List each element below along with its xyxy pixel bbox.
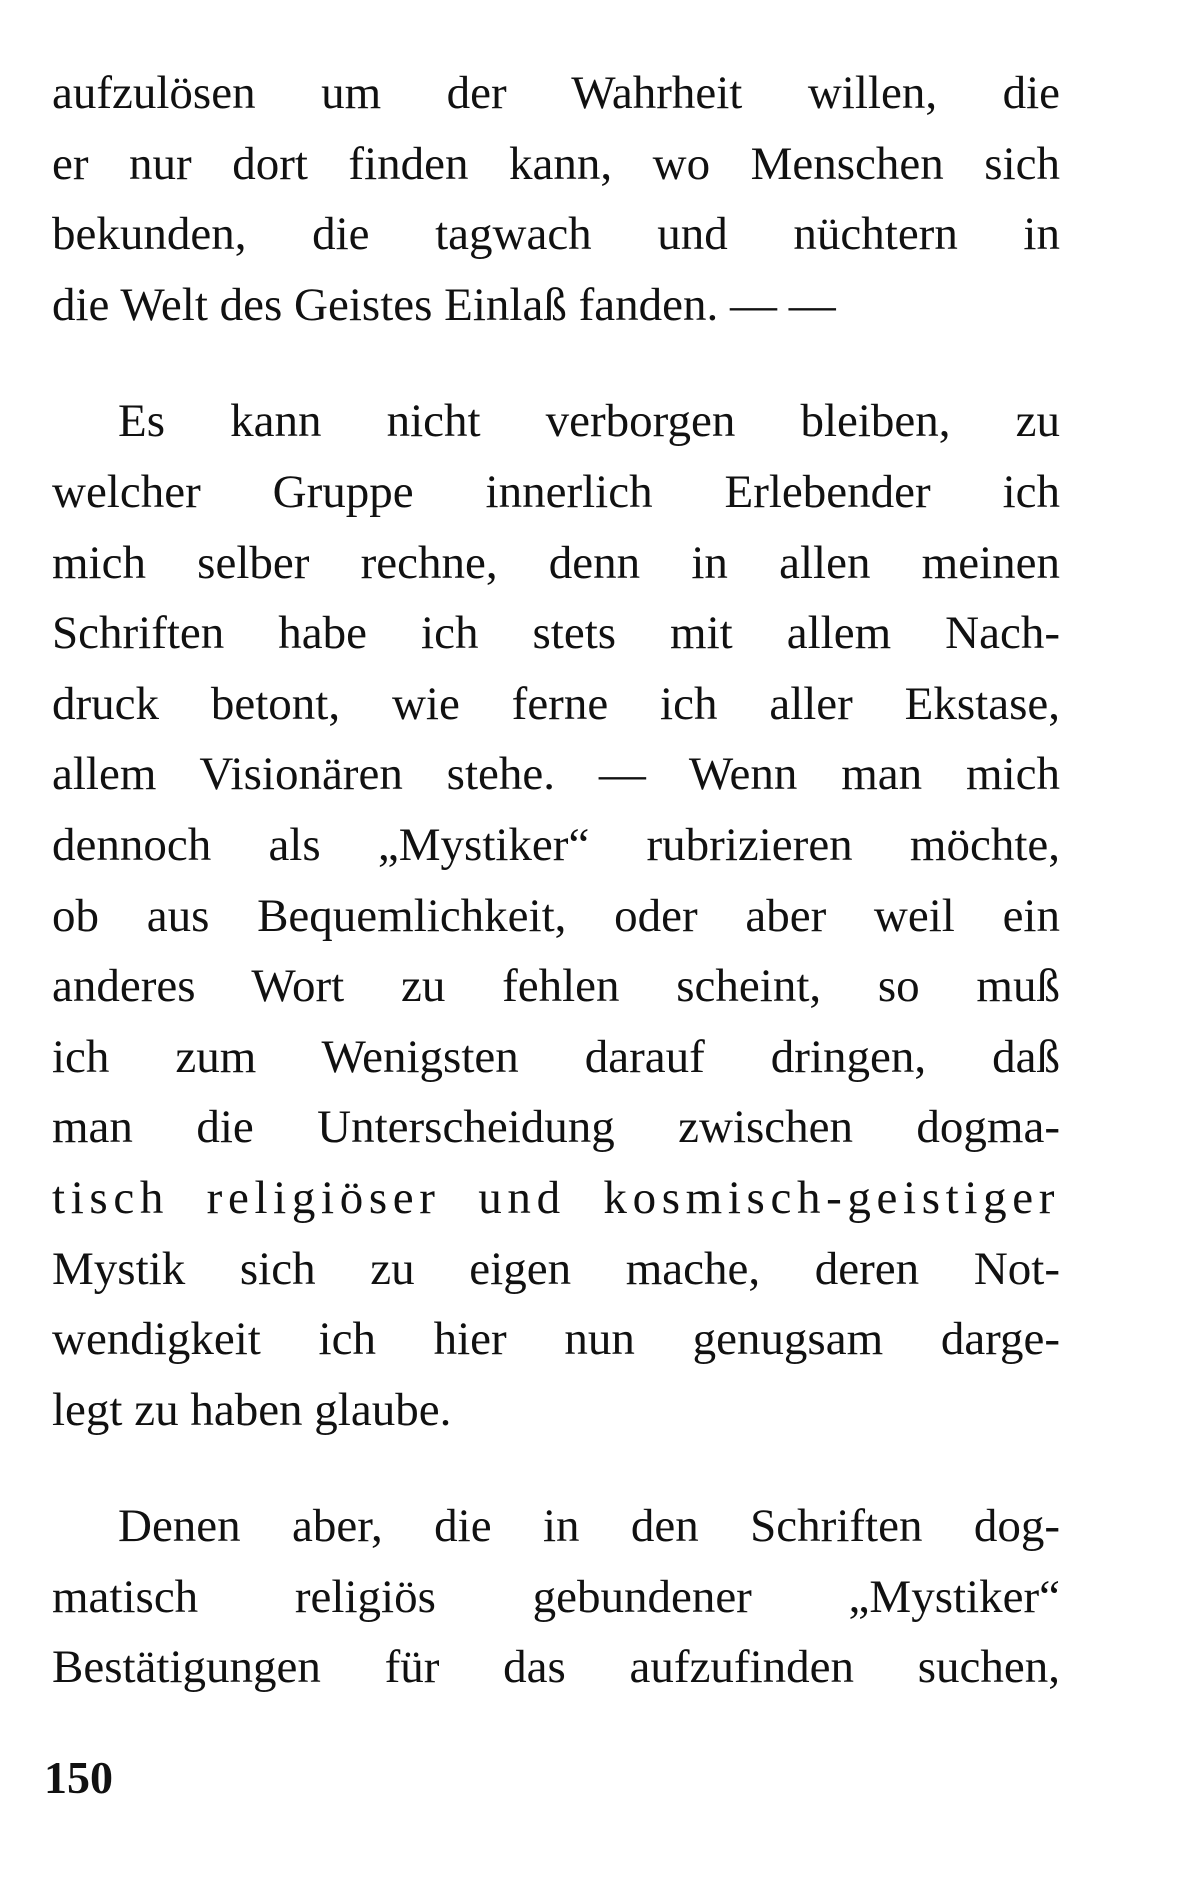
text-line: dennoch als „Mystiker“ rubrizieren möchte, [52, 818, 1060, 871]
text-line: matisch religiös gebundener „Mystiker“ [52, 1570, 1060, 1623]
paragraph-gap [52, 1445, 1060, 1491]
paragraph-gap [52, 340, 1060, 386]
text-line: Schriften habe ich stets mit allem Nach- [52, 607, 1060, 660]
text-line: ob aus Bequemlichkeit, oder aber weil ein [52, 889, 1060, 942]
text-line: anderes Wort zu fehlen scheint, so muß [52, 960, 1060, 1013]
text-line: druck betont, wie ferne ich aller Ekstase, [52, 677, 1060, 730]
text-line: mich selber rechne, denn in allen meinen [52, 536, 1060, 589]
paragraph-3 [52, 1491, 1060, 1703]
text-line: allem Visionären stehe. — Wenn man mich [52, 748, 1060, 801]
text-line: bekunden, die tagwach und nüchtern in [52, 208, 1060, 261]
text-line: tisch religiöser und kosmisch-geistiger [52, 1171, 1060, 1224]
page-number: 150 [44, 1752, 113, 1803]
text-line: aufzulösen um der Wahrheit willen, die [52, 67, 1060, 119]
text-line: ich zum Wenigsten darauf dringen, daß [52, 1030, 1060, 1083]
text-line: Mystik sich zu eigen mache, deren Not- [52, 1242, 1060, 1295]
text-line: legt zu haben glaube. [52, 1383, 452, 1436]
paragraph-2 [52, 386, 1060, 1445]
text-line: Es kann nicht verborgen bleiben, zu [118, 395, 1060, 448]
text-line: Bestätigungen für das aufzufinden suchen, [52, 1641, 1060, 1694]
text-line: wendigkeit ich hier nun genugsam darge- [52, 1313, 1060, 1366]
text-line: man die Unterscheidung zwischen dogma- [52, 1101, 1060, 1154]
paragraph-1 [52, 58, 1060, 340]
text-line: er nur dort finden kann, wo Menschen sich [52, 137, 1060, 190]
text-line: die Welt des Geistes Einlaß fanden. — — [52, 278, 836, 331]
text-line: Denen aber, die in den Schriften dog- [118, 1500, 1060, 1553]
body-text [52, 58, 1060, 1703]
text-line: welcher Gruppe innerlich Erlebender ich [52, 465, 1060, 518]
